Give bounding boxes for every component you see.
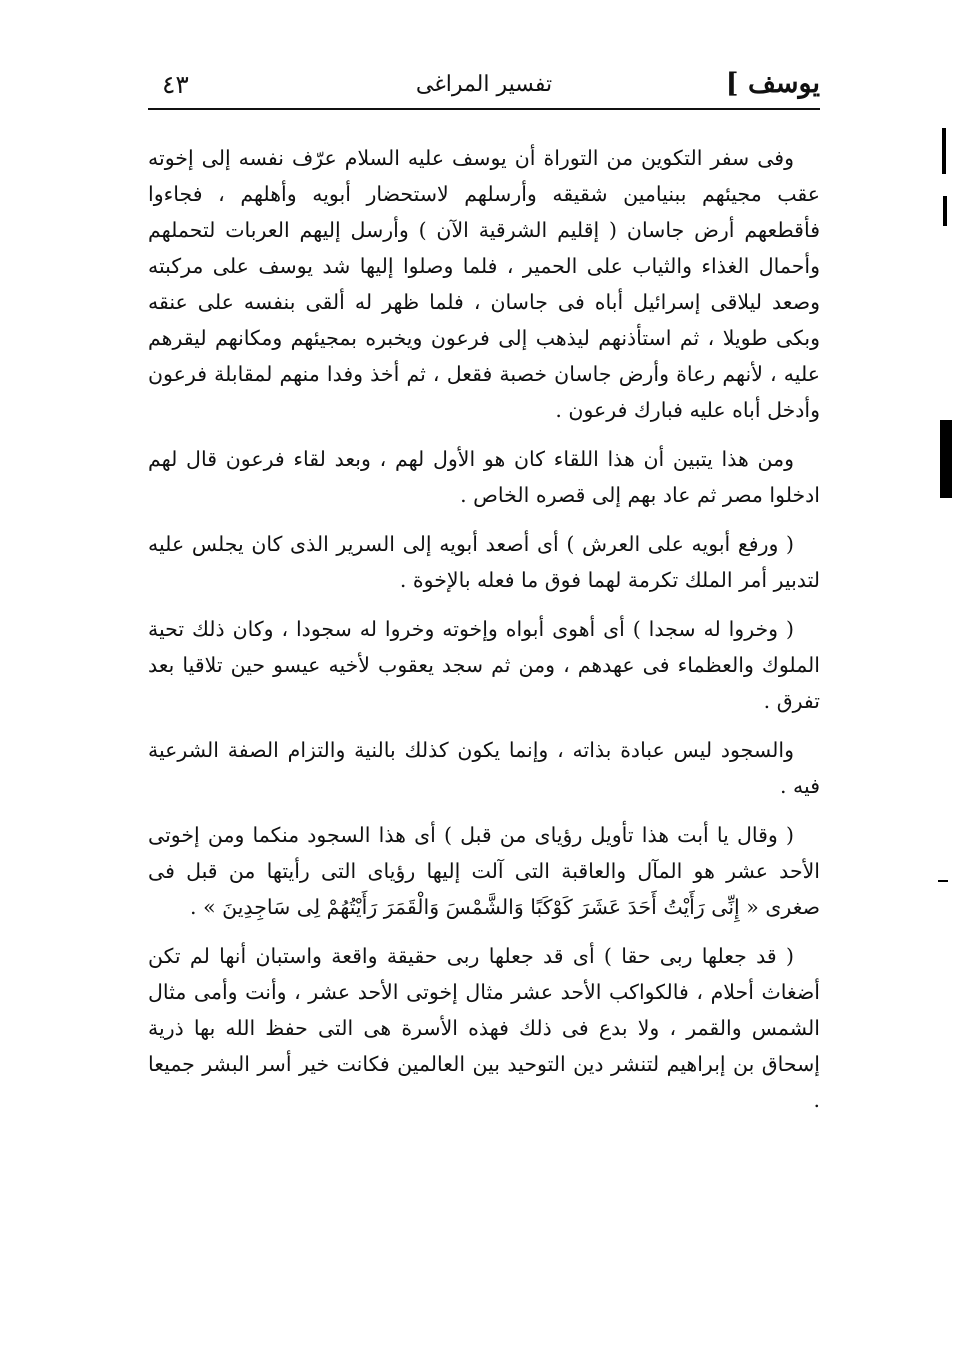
page-number: ٤٣ <box>162 70 189 99</box>
paragraph-5: والسجود ليس عبادة بذاته ، وإنما يكون كذلك بالنية والتزام الصفة الشرعية فيه . <box>148 738 820 798</box>
paragraph-6: ( وقال يا أبت هذا تأويل رؤياى من قبل ) أى هذا السجود منكما ومن إخوتى الأحد عشر هو المآل والعاقبة التى آلت إليها رؤياى التى رأيتها من قبل فى صغرى « إِنِّى رَأَيْتُ أَحَدَ عَشَرَ كَوْكَبًا وَالشَّمْسَ وَالْقَمَرَ رَأَيْتُهُمْ لِى سَاجِدِينَ » . <box>148 823 820 919</box>
header-rule <box>148 108 820 110</box>
book-title: تفسير المراغى <box>415 72 553 97</box>
paragraph-1: وفى سفر التكوين من التوراة أن يوسف عليه السلام عرّف نفسه إلى إخوته عقب مجيئهم ببنيامين شقيقه وأرسلهم لاستحضار أبويه وأهلهم ، فجاءوا فأقطعهم أرض جاسان ( إقليم الشرقية الآن ) وأرسل إليهم العربات لتحملهم وأحمال الغذاء والثياب على الحمير ، فلما وصلوا إليها شد يوسف على مركبته وصعد ليلاقى إسرائيل أباه فى جاسان ، فلما ظهر له ألقى بنفسه على عنقه وبكى طويلا ، ثم استأذنهم ليذهب إلى فرعون ويخبره بمجيئهم ومكانهم ليقرهم عليه ، لأنهم رعاة وأرض جاسان خصبة فقعل ، ثم أخذ وفدا منهم لمقابلة فرعون وأدخل أباه عليه فبارك فرعون . <box>148 146 820 422</box>
page-header <box>148 62 820 106</box>
paragraph-7: ( قد جعلها ربى حقا ) أى قد جعلها ربى حقيقة واقعة واستبان أنها لم تكن أضغاث أحلام ، فالكواكب الأحد عشر مثال إخوتى الأحد عشر ، وأنت وأمى مثال الشمس والقمر ، ولا بدع فى ذلك فهذه الأسرة هى التى حفظ الله بها ذرية إسحاق بن إبراهيم لتنشر دين التوحيد بين العالمين فكانت خير أسر البشر جميعا . <box>148 944 820 1112</box>
page-body <box>148 140 820 1118</box>
chapter-name: يوسف ] <box>725 68 820 99</box>
paragraph-3: ( ورفع أبويه على العرش ) أى أصعد أبويه إلى السرير الذى كان يجلس عليه لتدبير أمر الملك تكرمة لهما فوق ما فعله بالإخوة . <box>148 532 820 592</box>
paragraph-4: ( وخروا له سجدا ) أى أهوى أبواه وإخوته وخروا له سجودا ، وكان ذلك تحية الملوك والعظماء فى عهدهم ، ومن ثم سجد يعقوب لأخيه عيسو حين تلاقيا بعد تفرق . <box>148 617 820 713</box>
scan-mark <box>942 128 946 174</box>
scan-mark <box>943 196 947 226</box>
paragraph-2: ومن هذا يتبين أن هذا اللقاء كان هو الأول لهم ، وبعد لقاء فرعون قال لهم ادخلوا مصر ثم عاد بهم إلى قصره الخاص . <box>148 447 820 507</box>
scan-mark <box>938 880 948 882</box>
scan-mark <box>940 420 952 498</box>
